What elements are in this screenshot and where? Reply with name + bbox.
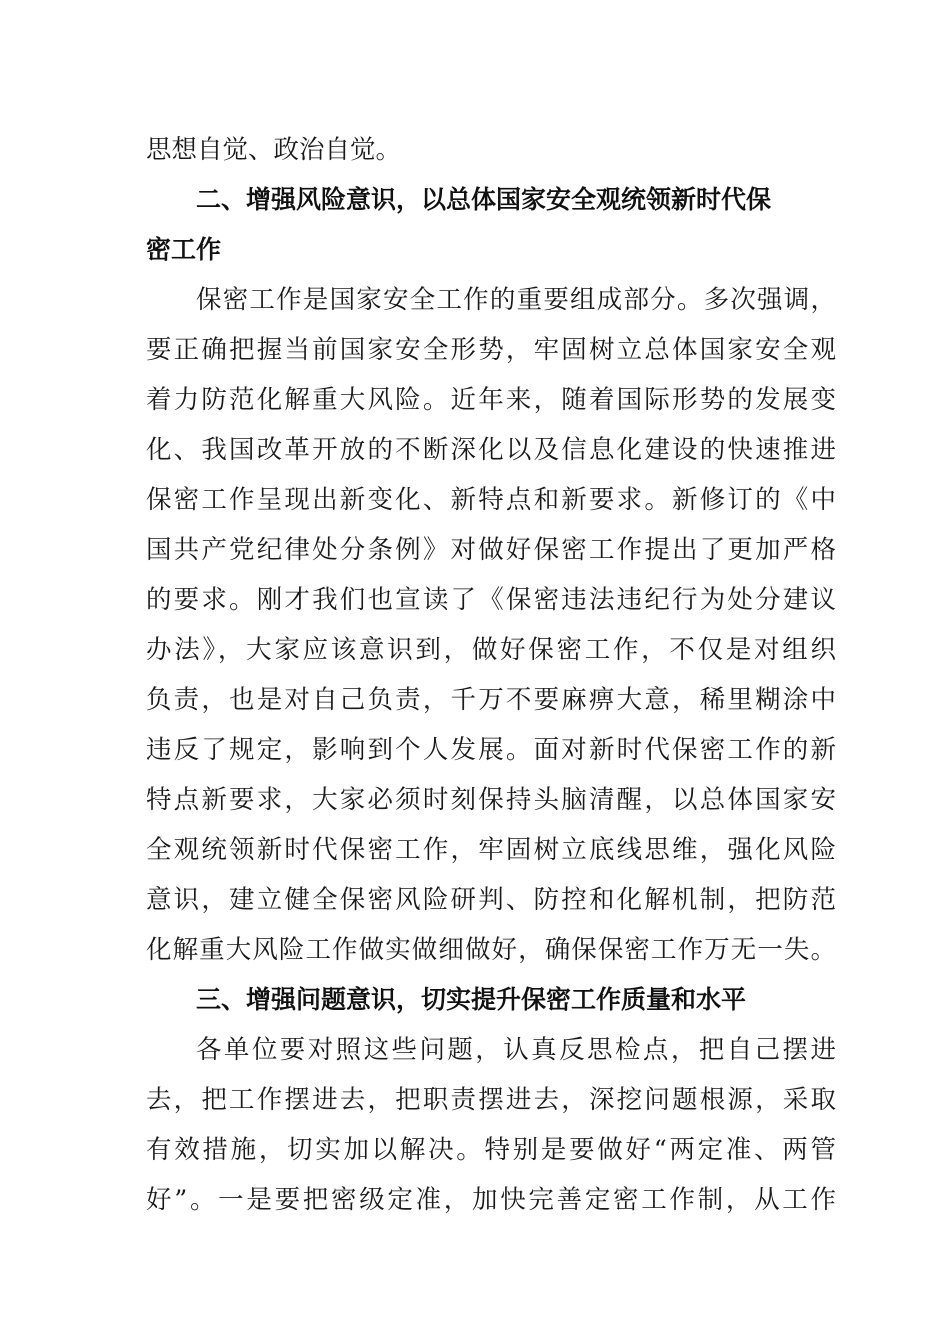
- text-line: 全观统领新时代保密工作，牢固树立底线思维，强化风险: [146, 835, 836, 865]
- text-line: 化、我国改革开放的不断深化以及信息化建设的快速推进: [146, 435, 836, 465]
- text-line: 违反了规定，影响到个人发展。面对新时代保密工作的新: [146, 735, 836, 765]
- section-heading-continuation: 密工作: [146, 235, 222, 264]
- text-line: 负责，也是对自己负责，千万不要麻痹大意，稀里糊涂中: [146, 685, 836, 715]
- text-line: 的要求。刚才我们也宣读了《保密违法违纪行为处分建议: [146, 585, 836, 615]
- paragraph-first-line: 各单位要对照这些问题，认真反思检点，把自己摆进: [196, 1035, 836, 1065]
- text-line: 特点新要求，大家必须时刻保持头脑清醒，以总体国家安: [146, 785, 836, 815]
- text-line: 思想自觉、政治自觉。: [146, 135, 402, 165]
- text-line: 有效措施，切实加以解决。特别是要做好“两定准、两管: [146, 1135, 836, 1165]
- text-line: 着力防范化解重大风险。近年来，随着国际形势的发展变: [146, 385, 836, 415]
- section-heading: 二、增强风险意识，以总体国家安全观统领新时代保: [196, 185, 772, 214]
- text-line: 要正确把握当前国家安全形势，牢固树立总体国家安全观: [146, 335, 836, 365]
- section-heading: 三、增强问题意识，切实提升保密工作质量和水平: [196, 985, 747, 1014]
- text-line: 好”。一是要把密级定准，加快完善定密工作制，从工作: [146, 1185, 836, 1215]
- text-line: 去，把工作摆进去，把职责摆进去，深挖问题根源，采取: [146, 1085, 836, 1115]
- text-line: 国共产党纪律处分条例》对做好保密工作提出了更加严格: [146, 535, 836, 565]
- text-line: 保密工作呈现出新变化、新特点和新要求。新修订的《中: [146, 485, 836, 515]
- paragraph-first-line: 保密工作是国家安全工作的重要组成部分。多次强调，: [196, 285, 836, 315]
- text-line: 意识，建立健全保密风险研判、防控和化解机制，把防范: [146, 885, 836, 915]
- text-line: 化解重大风险工作做实做细做好，确保保密工作万无一失。: [146, 935, 836, 965]
- text-line: 办法》，大家应该意识到，做好保密工作，不仅是对组织: [146, 635, 836, 665]
